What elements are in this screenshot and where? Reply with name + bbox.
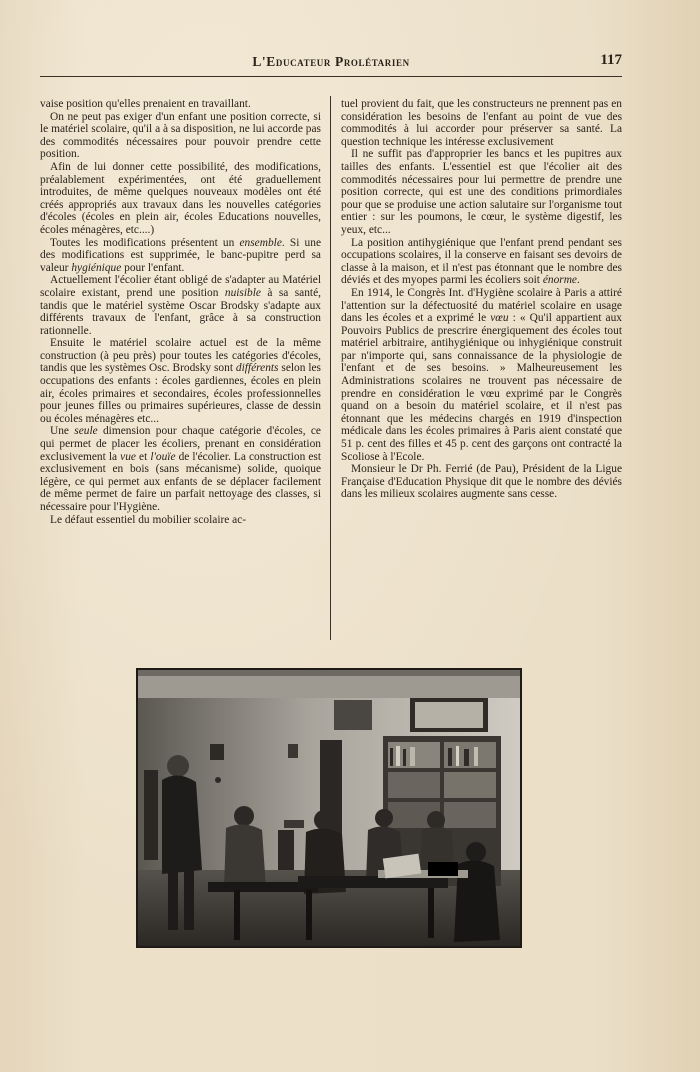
paragraph: Ensuite le matériel scolaire actuel est de la même construction (à peu près) pour toutes les catégories d'écoles, tandis que les systèmes Osc. Brodsky sont différents selon les occupations des enfants : écoles gardiennes, écoles en plein air, écoles primaires et secondaires, écoles professionnelles pour jeunes filles ou primaires supérieures, classe de dessin ou écoles ménagères etc... (40, 337, 321, 425)
paragraph: Actuellement l'écolier étant obligé de s'adapter au Matériel scolaire existant, prend une position nuisible à sa santé, tandis que le matériel système Oscar Brodsky s'adapte aux différents travaux de l'enfant, grâce à sa construction rationnelle. (40, 274, 321, 337)
paragraph: Il ne suffit pas d'approprier les bancs et les pupitres aux tailles des enfants. L'essentiel est que l'écolier ait des commodités nécessaires pour lui permettre de prendre une position correcte, qui est une des conditions primordiales pour que se produise une action salutaire sur l'organisme tout entier : sur les poumons, le cœur, le système digestif, les yeux, etc... (341, 148, 622, 236)
classroom-photo (136, 668, 522, 948)
page-number: 117 (600, 52, 622, 68)
paragraph: En 1914, le Congrès Int. d'Hygiène scolaire à Paris a attiré l'attention sur la défectuosité du matériel scolaire en usage dans les écoles et a exprimé le vœu : « Qu'il appartient aux Pouvoirs Publics de prescrire énergiquement des écoles tout matériel arbitraire, antihygiénique ou inhygiénique construit par n'importe qui, sans connaissance de la physiologie de l'enfant et de ses besoins. » Malheureusement les Administrations scolaires ne trouvent pas nécessaire de prendre en considération le vœu exprimé par le Congrès quand on a besoin du matériel scolaire, et il n'est pas étonnant que les médecins chargés en 1919 d'inspection médicale dans les écoles primaires à Paris aient constaté que 51 p. cent des filles et 45 p. cent des garçons ont contracté la Scoliose à l'Ecole. (341, 286, 622, 463)
paragraph: On ne peut pas exiger d'un enfant une position correcte, si le matériel scolaire, qu'il a à sa disposition, ne lui accorde pas des commodités nécessaires pour pouvoir prendre cette position. (40, 110, 321, 161)
column-divider (330, 96, 331, 640)
classroom-photo-image (138, 670, 520, 946)
header-title: L'Educateur Prolétarien (252, 54, 410, 69)
left-column (40, 98, 321, 526)
paragraph: Une seule dimension pour chaque catégorie d'écoles, ce qui permet de placer les écoliers, prenant en considération exclusivement la vue et l'ouïe de l'écolier. La construction est exclusivement en bois (sans mécanisme) solide, quoique légère, ce qui permet aux enfants de se déplacer facilement de même permet de faire un parfait nettoyage des classes, si nécessaire pour l'Hygiène. (40, 425, 321, 513)
paragraph: Afin de lui donner cette possibilité, des modifications, préalablement expérimentées, ont été graduellement introduites, de même quelques nouveaux modèles ont été créés appropriés aux travaux dans les nouvelles catégories d'écoles (écoles en plein air, écoles Educations nouvelles, écoles ménagères, etc....) (40, 160, 321, 236)
paragraph: Monsieur le Dr Ph. Ferrié (de Pau), Président de la Ligue Française d'Education Physique dit que le nombre des déviés dans les milieux scolaires augmente sans cesse. (341, 463, 622, 501)
paragraph: vaise position qu'elles prenaient en travaillant. (40, 98, 251, 110)
paragraph: Toutes les modifications présentent un ensemble. Si une des modifications est supprimée, le banc-pupitre perd sa valeur hygiénique pour l'enfant. (40, 236, 322, 274)
running-header (40, 52, 622, 77)
right-column (341, 98, 622, 501)
paragraph: La position antihygiénique que l'enfant prend pendant ses occupations scolaires, il la conserve en faisant ses devoirs de classe à la maison, et il n'est pas étonnant que le nombre des déviés et des myopes parmi les écoliers soit énorme. (341, 236, 622, 287)
paragraph: Le défaut essentiel du mobilier scolaire ac- (50, 513, 247, 526)
paragraph: tuel provient du fait, que les constructeurs ne prennent pas en considération les besoins de l'enfant au point de vue des commodités à lui accorder pour préserver sa santé. La question technique les intéresse exclusivement (341, 98, 622, 148)
